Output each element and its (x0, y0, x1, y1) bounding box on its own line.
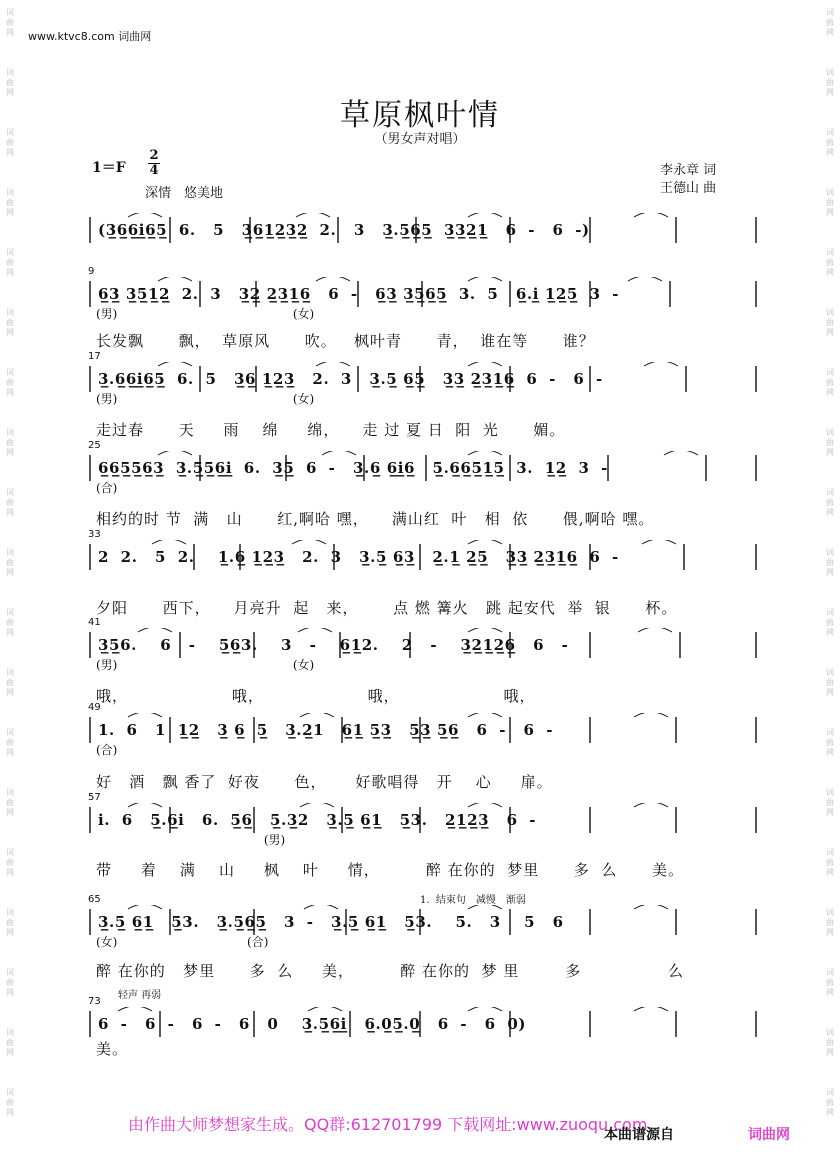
slur (638, 628, 672, 632)
sidebar-watermark: 词 曲 网 (826, 8, 834, 37)
slur (644, 362, 678, 366)
brand-logo[interactable]: 词曲网 (748, 1127, 790, 1143)
sidebar-watermark: 词 曲 网 (6, 428, 14, 457)
slur (634, 905, 668, 909)
lyric-line: 带 着 满 山 枫 叶 情， 醉 在你的 梦里 多 么 美。 (96, 861, 684, 879)
voice-label: (合) (96, 743, 118, 757)
song-title: 草原枫叶情 (340, 98, 500, 133)
sidebar-watermark: 词 曲 网 (826, 548, 834, 577)
slur (468, 1007, 502, 1011)
score-system (88, 617, 754, 688)
slur (628, 277, 662, 281)
slur (300, 803, 334, 807)
sidebar-watermark: 词 曲 网 (826, 728, 834, 757)
slur (128, 803, 162, 807)
sidebar-watermark: 词 曲 网 (6, 788, 14, 817)
slur (158, 451, 192, 455)
measure-number: 65 (88, 894, 101, 905)
slur (316, 277, 350, 281)
slur (158, 362, 192, 366)
time-bottom: 4 (149, 163, 159, 178)
measure-number: 73 (88, 996, 101, 1007)
sidebar-watermark: 词 曲 网 (826, 68, 834, 97)
sidebar-watermark: 词 曲 网 (6, 908, 14, 937)
sidebar-watermark: 词 曲 网 (826, 308, 834, 337)
slur (152, 540, 186, 544)
slur (128, 905, 162, 909)
sidebar-watermark: 词 曲 网 (6, 368, 14, 397)
notation-line: 6̲6̲5̲5̲6̲3̲ 3̲.5̲5̲6̲i̲ 6. 3̲5̲ 6 - 3̲.6̲ 6̲i̲6̲ 5̲.6̲6̲5̲1̲5̲ 3. 1̲2̲ 3 - (98, 459, 608, 477)
score-system (88, 266, 754, 337)
measure-number: 33 (88, 529, 101, 540)
sidebar-watermark: 词 曲 网 (6, 8, 14, 37)
lyric-line: 长发飘 飘， 草原风 吹。 枫叶青 青， 谁在等 谁？ (96, 332, 595, 350)
notation-line: 3̲.6̲6̲i̲6̲5̲ 6. 5 3̲6̲ 1̲2̲3̲ 2. 3 3̲.5̲ 6̲5̲ 3̲3̲ 2̲3̲1̲6̲ 6 - 6 - (98, 370, 603, 388)
sidebar-watermark: 词 曲 网 (826, 188, 834, 217)
sidebar-watermark: 词 曲 网 (826, 788, 834, 817)
notation-line: i. 6 5̲.6̲i 6. 5̲6̲ 5̲.3̲2 3̲.5̲ 6̲1̲ 5̲3. 2̲1̲2̲3̲ 6 - (98, 811, 537, 829)
voice-label: (男) (女) (96, 307, 315, 321)
slur (322, 451, 356, 455)
notation-line: (3̲6̲6̲i̲6̲5̲ 6. 5 3̲6̲1̲2̲3̲2̲ 2. 3 3̲.5̲6̲5̲ 3̲3̲2̲1̲ 6 - 6 -) (98, 221, 590, 239)
sidebar-watermark: 词 曲 网 (6, 848, 14, 877)
song-subtitle: （男女声对唱） (374, 132, 466, 147)
lyric-line: 哦， 哦， 哦， 哦， (96, 687, 536, 705)
slur (292, 540, 326, 544)
source-label: 本曲谱源自 (604, 1127, 674, 1143)
sidebar-watermark: 词 曲 网 (6, 488, 14, 517)
sidebar-watermark: 词 曲 网 (826, 368, 834, 397)
notation-line: 3̲5̲6. 6 - 5̲6̲3. 3 - 6̲1̲2. 2 - 3̲2̲1̲2̲6̲ 6 - (98, 636, 569, 654)
lyric-line: 走过春 天 雨 绵 绵， 走 过 夏 日 阳 光 媚。 (96, 421, 566, 439)
sidebar-watermark: 词 曲 网 (6, 128, 14, 157)
sidebar-watermark: 词 曲 网 (6, 188, 14, 217)
score-system (88, 996, 754, 1067)
slur (634, 713, 668, 717)
notation-line: 6̲3̲ 3̲5̲1̲2̲ 2. 3 3̲2̲ 2̲3̲1̲6̲ 6 - 6̲3̲ 3̲5̲6̲5̲ 3. 5 6̲.i̲ 1̲2̲5̲ 3 - (98, 285, 620, 303)
lyric-line: 夕阳 西下， 月亮升 起 来， 点 燃 篝火 跳 起安代 举 银 杯。 (96, 599, 678, 617)
sidebar-watermark: 词 曲 网 (826, 428, 834, 457)
slur (128, 213, 162, 217)
measure-number: 57 (88, 792, 101, 803)
notation-line: 6 - 6 - 6 - 6 0 3̲.5̲6̲i̲ 6̲.0̲5̲.0̲ 6 - 6 0) (98, 1015, 527, 1033)
measure-number: 41 (88, 617, 101, 628)
slur (296, 213, 330, 217)
footer-generator-note: 由作曲大师梦想家生成。QQ群:612701799 下载网址:www.zuoqu.com (128, 1115, 648, 1134)
sidebar-watermark: 词 曲 网 (826, 668, 834, 697)
sidebar-watermark: 词 曲 网 (826, 248, 834, 277)
lyricist: 李永章 词 (660, 163, 717, 178)
time-top: 2 (149, 148, 159, 163)
sidebar-watermark: 词 曲 网 (6, 548, 14, 577)
notation-line: 3̲.5̲ 6̲1̲ 5̲3. 3̲.5̲6̲5̲ 3 - 3̲.5̲ 6̲1̲ 5̲3. 5. 3 5 6 (98, 913, 564, 931)
sidebar-watermark: 词 曲 网 (6, 608, 14, 637)
voice-label: (男) (96, 833, 286, 847)
sidebar-watermark: 词 曲 网 (6, 668, 14, 697)
measure-number: 25 (88, 440, 101, 451)
score-system (88, 351, 754, 422)
slur (634, 1007, 668, 1011)
lyric-line: 美。 (96, 1040, 129, 1058)
measure-number: 17 (88, 351, 101, 362)
slur (118, 1007, 152, 1011)
notation-line: 2 2. 5 2. 1̲.6̲ 1̲2̲3̲ 2. 3 3̲.5̲ 6̲3̲ 2̲.1̲ 2̲5̲ 3̲3̲ 2̲3̲1̲6̲ 6 - (98, 548, 619, 566)
sidebar-watermark: 词 曲 网 (6, 1088, 14, 1117)
slur (128, 713, 162, 717)
time-signature (148, 149, 160, 178)
voice-label: (男) (女) (96, 658, 315, 672)
key-signature: 1＝F (92, 160, 126, 176)
slur (642, 540, 676, 544)
slur (468, 540, 502, 544)
right-watermark-strip (823, 0, 837, 1169)
score-system (88, 440, 754, 511)
voice-label: (男) (女) (96, 392, 315, 406)
sidebar-watermark: 词 曲 网 (6, 248, 14, 277)
ending-two-label: 轻声 再弱 (118, 990, 162, 1001)
slur (304, 905, 338, 909)
notation-line: 1. 6 1 1̲2̲ 3̲ 6̲ 5̲ 3̲.2̲1 6̲1̲ 5̲3̲ 5̲3̲ 5̲6̲ 6 - 6 - (98, 721, 554, 739)
slur (468, 277, 502, 281)
sidebar-watermark: 词 曲 网 (826, 608, 834, 637)
slur (468, 628, 502, 632)
voice-label: (女) (合) (96, 935, 269, 949)
slur (468, 713, 502, 717)
slur (158, 277, 192, 281)
slur (468, 213, 502, 217)
slur (298, 628, 332, 632)
sidebar-watermark: 词 曲 网 (826, 1088, 834, 1117)
sidebar-watermark: 词 曲 网 (826, 1028, 834, 1057)
slur (468, 362, 502, 366)
slur (634, 213, 668, 217)
measure-number: 49 (88, 702, 101, 713)
score-system (88, 792, 754, 863)
slur (138, 628, 172, 632)
slur (316, 362, 350, 366)
sidebar-watermark: 词 曲 网 (826, 128, 834, 157)
sidebar-watermark: 词 曲 网 (826, 908, 834, 937)
score-system (88, 213, 754, 273)
sidebar-watermark: 词 曲 网 (6, 968, 14, 997)
sidebar-watermark: 词 曲 网 (826, 968, 834, 997)
slur (468, 803, 502, 807)
site-header[interactable]: www.ktvc8.com 词曲网 (28, 30, 152, 43)
left-watermark-strip (3, 0, 17, 1169)
sidebar-watermark: 词 曲 网 (6, 728, 14, 757)
slur (300, 713, 334, 717)
score-system (88, 529, 754, 600)
sidebar-watermark: 词 曲 网 (826, 488, 834, 517)
sidebar-watermark: 词 曲 网 (6, 68, 14, 97)
sidebar-watermark: 词 曲 网 (6, 1028, 14, 1057)
lyric-line: 好 酒 飘 香了 好夜 色， 好歌唱得 开 心 扉。 (96, 773, 553, 791)
voice-label: (合) (96, 481, 118, 495)
credits (660, 162, 716, 198)
composer: 王德山 曲 (660, 181, 717, 196)
measure-number: 9 (88, 266, 95, 277)
tempo-marking: 深情 悠美地 (145, 186, 224, 201)
slur (664, 451, 698, 455)
slur (308, 1007, 342, 1011)
slur (634, 803, 668, 807)
lyric-line: 相约的时 节 满 山 红,啊哈 嘿， 满山红 叶 相 依 偎,啊哈 嘿。 (96, 510, 655, 528)
sidebar-watermark: 词 曲 网 (6, 308, 14, 337)
ending-one-label: 1. 结束句 减慢 渐弱 (420, 895, 526, 906)
score-system (88, 702, 754, 773)
lyric-line: 醉 在你的 梦里 多 么 美， 醉 在你的 梦 里 多 么 (96, 962, 684, 980)
sidebar-watermark: 词 曲 网 (826, 848, 834, 877)
slur (468, 451, 502, 455)
